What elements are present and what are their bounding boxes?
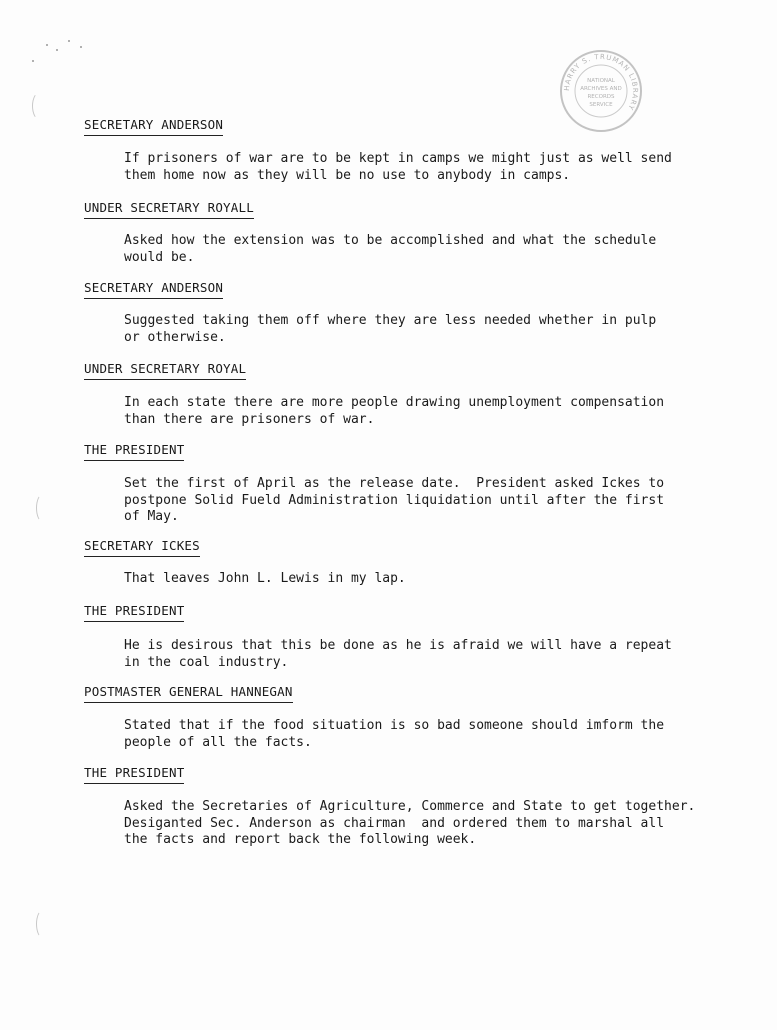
remark-text: Suggested taking them off where they are less needed whether in pulp or otherwise. <box>124 313 657 345</box>
stamp-line-1: NATIONAL <box>587 78 615 84</box>
speaker-label: SECRETARY ANDERSON <box>84 280 223 299</box>
speaker-label: THE PRESIDENT <box>84 765 184 784</box>
speaker-label: UNDER SECRETARY ROYAL <box>84 361 246 380</box>
punch-hole-mark-top <box>32 92 47 120</box>
paper-speck <box>68 40 70 42</box>
speaker-label: SECRETARY ANDERSON <box>84 117 223 136</box>
archive-stamp-graphic <box>562 52 640 130</box>
speaker-label: UNDER SECRETARY ROYALL <box>84 200 254 219</box>
stamp-line-2: ARCHIVES AND <box>580 86 622 92</box>
remark-text: In each state there are more people drawing unemployment compensation than there are prisoners of war. <box>124 395 665 427</box>
remark-text: That leaves John L. Lewis in my lap. <box>124 571 406 586</box>
speaker-label: POSTMASTER GENERAL HANNEGAN <box>84 684 293 703</box>
speaker-label: THE PRESIDENT <box>84 603 184 622</box>
punch-hole-mark-middle <box>36 494 49 522</box>
punch-hole-mark-bottom <box>36 910 49 938</box>
stamp-line-4: SERVICE <box>589 102 613 108</box>
remark-text: Asked the Secretaries of Agriculture, Commerce and State to get together. Desiganted Sec. Anderson as chairman and ordered them to marshal all the facts and report back the following week. <box>124 799 696 847</box>
remark-text: Stated that if the food situation is so bad someone should imform the people of all the facts. <box>124 718 665 750</box>
paper-speck <box>32 60 34 62</box>
paper-speck <box>80 46 82 48</box>
speaker-label: SECRETARY ICKES <box>84 538 200 557</box>
archive-stamp <box>560 50 642 132</box>
remark-text: Asked how the extension was to be accomplished and what the schedule would be. <box>124 233 657 265</box>
remark-text: If prisoners of war are to be kept in camps we might just as well send them home now as they will be no use to anybody in camps. <box>124 151 672 183</box>
remark-text: He is desirous that this be done as he is afraid we will have a repeat in the coal industry. <box>124 638 672 670</box>
stamp-line-3: RECORDS <box>587 94 615 100</box>
paper-speck <box>46 44 48 46</box>
remark-text: Set the first of April as the release date. President asked Ickes to postpone Solid Fueld Administration liquidation until after the first of May. <box>124 476 665 524</box>
stamp-ring-text: HARRY S. TRUMAN LIBRARY <box>562 52 640 112</box>
speaker-label: THE PRESIDENT <box>84 442 184 461</box>
paper-speck <box>56 49 58 51</box>
